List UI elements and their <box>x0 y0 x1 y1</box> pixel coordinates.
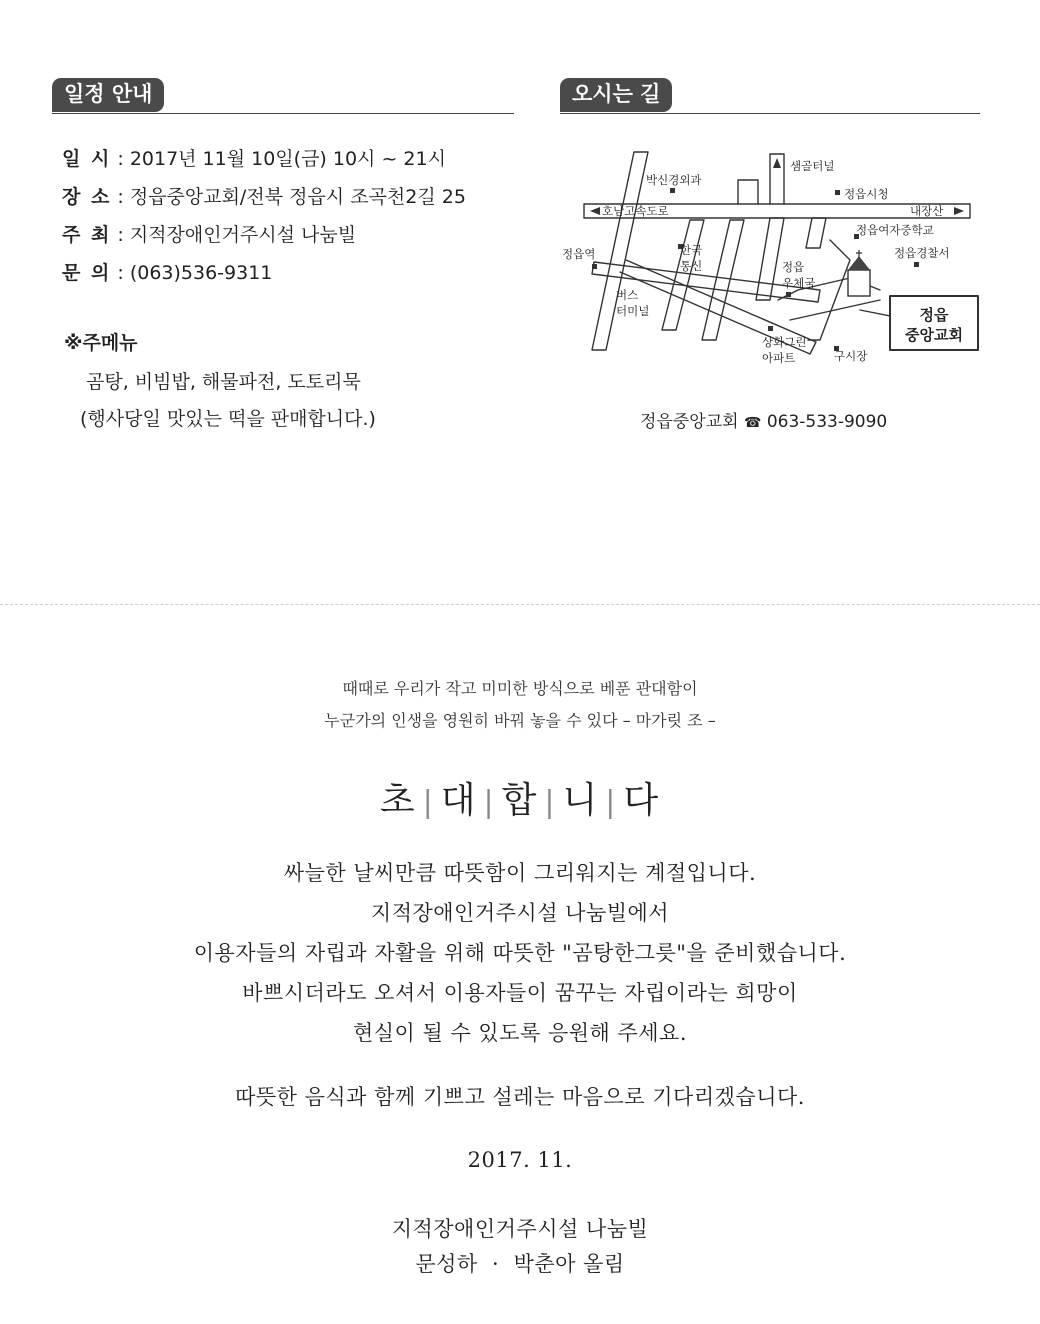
directions-heading: 오시는 길 <box>560 78 672 112</box>
map-label-apt-1: 상화그린 <box>762 335 807 349</box>
church-contact <box>640 407 887 432</box>
info-row-datetime: 일 시 : 2017년 11월 10일(금) 10시 ~ 21시 <box>62 148 446 170</box>
body-line-4: 바쁘시더라도 오셔서 이용자들이 꿈꾸는 자립이라는 희망이 <box>242 981 798 1005</box>
road-v5 <box>756 218 784 300</box>
map-label-market: 구시장 <box>834 349 868 363</box>
title-char: 대 <box>440 780 478 821</box>
title-char: 다 <box>623 780 661 821</box>
map-label-church-1: 정읍 <box>919 306 949 324</box>
map-label-church-2: 중앙교회 <box>905 326 963 344</box>
body-line-2: 지적장애인거주시설 나눔빌에서 <box>370 901 670 925</box>
marker-icon <box>768 326 773 331</box>
road-v6 <box>806 218 826 248</box>
closing-line: 따뜻한 음식과 함께 기쁘고 설레는 마음으로 기다리겠습니다. <box>235 1085 805 1109</box>
map-label-bus-1: 버스 <box>616 288 639 302</box>
map-label-bus-2: 터미널 <box>616 304 650 318</box>
church-contact-name: 정읍중앙교회 <box>640 412 739 432</box>
map-label-honam: 호남고속도로 <box>602 204 669 218</box>
map-label-apt-2: 아파트 <box>762 351 796 365</box>
quote-line-1: 때때로 우리가 작고 미미한 방식으로 베푼 관대함이 <box>342 679 698 698</box>
map-label-post-2: 우체국 <box>782 276 816 290</box>
road-v4-top <box>744 180 758 204</box>
info-value: 2017년 11월 10일(금) 10시 ~ 21시 <box>129 148 446 170</box>
body-line-5: 현실이 될 수 있도록 응원해 주세요. <box>352 1021 688 1045</box>
schedule-info <box>62 150 466 283</box>
church-phone: 063-533-9090 <box>766 412 888 432</box>
info-row-place: 장 소 : 정읍중앙교회/전북 정읍시 조곡천2길 25 <box>62 186 466 208</box>
menu-note: (행사당일 맛있는 떡을 판매합니다.) <box>80 408 376 430</box>
title-separator: | <box>483 785 496 820</box>
schedule-heading-rule <box>52 113 514 114</box>
title-separator: | <box>422 785 435 820</box>
map-label-station: 정읍역 <box>562 247 596 261</box>
info-value: 지적장애인거주시설 나눔빌 <box>129 224 357 246</box>
arrow-left-icon <box>590 207 600 215</box>
map-label-city-hall: 정읍시청 <box>844 187 889 201</box>
menu-title: ※주메뉴 <box>64 332 138 354</box>
info-value: (063)536-9311 <box>129 262 273 284</box>
road-v1 <box>592 152 648 350</box>
info-label: 일 시 <box>62 148 112 170</box>
fold-line <box>0 604 1040 605</box>
map-label-girls-school: 정읍여자중학교 <box>856 223 934 237</box>
info-value: 정읍중앙교회/전북 정읍시 조곡천2길 25 <box>129 186 466 208</box>
info-row-host: 주 최 : 지적장애인거주시설 나눔빌 <box>62 224 357 246</box>
directions-map <box>560 140 990 390</box>
invitation-date: 2017. 11. <box>467 1148 573 1172</box>
body-line-3: 이용자들의 자립과 자활을 위해 따뜻한 "곰탕한그릇"을 준비했습니다. <box>193 941 847 965</box>
road-curve2 <box>790 300 880 320</box>
map-label-telecom-1: 한국 <box>680 243 703 257</box>
map-label-telecom-2: 통신 <box>680 259 703 273</box>
marker-icon <box>670 188 675 193</box>
info-label: 주 최 <box>62 224 112 246</box>
road-v7 <box>808 240 850 340</box>
phone-icon: ☎ <box>743 415 762 431</box>
map-label-baksin: 박신경외과 <box>646 173 702 187</box>
arrow-up-icon <box>773 158 781 168</box>
arrow-right-icon <box>954 207 964 215</box>
road-v4-cap <box>738 180 744 204</box>
marker-icon <box>914 262 919 267</box>
title-separator: | <box>605 785 618 820</box>
church-pointer <box>860 310 890 316</box>
map-label-saemgol: 샘골터널 <box>790 159 835 173</box>
invitation-org: 지적장애인거주시설 나눔빌 <box>391 1217 649 1241</box>
invitation-title <box>0 772 1040 823</box>
info-label: 문 의 <box>62 262 112 284</box>
info-label: 장 소 <box>62 186 112 208</box>
title-separator: | <box>544 785 557 820</box>
directions-heading-rule <box>560 113 980 114</box>
marker-icon <box>786 292 791 297</box>
marker-icon <box>835 190 840 195</box>
menu-items: 곰탕, 비빔밥, 해물파전, 도토리묵 <box>86 371 361 393</box>
title-char: 니 <box>562 780 600 821</box>
church-icon <box>848 250 870 296</box>
schedule-heading: 일정 안내 <box>52 78 164 112</box>
title-char: 합 <box>501 780 539 821</box>
info-row-contact: 문 의 : (063)536-9311 <box>62 262 273 284</box>
title-char: 초 <box>379 780 417 821</box>
map-label-naejangsan: 내장산 <box>910 204 944 218</box>
map-label-police: 정읍경찰서 <box>894 246 950 260</box>
marker-icon <box>592 264 597 269</box>
quote-line-2: 누군가의 인생을 영원히 바꿔 놓을 수 있다 – 마가릿 조 – <box>324 711 716 730</box>
body-line-1: 싸늘한 날씨만큼 따뜻함이 그리워지는 계절입니다. <box>283 861 757 885</box>
invitation-signers: 문성하 · 박춘아 올림 <box>415 1252 625 1276</box>
map-label-post-1: 정읍 <box>782 260 805 274</box>
